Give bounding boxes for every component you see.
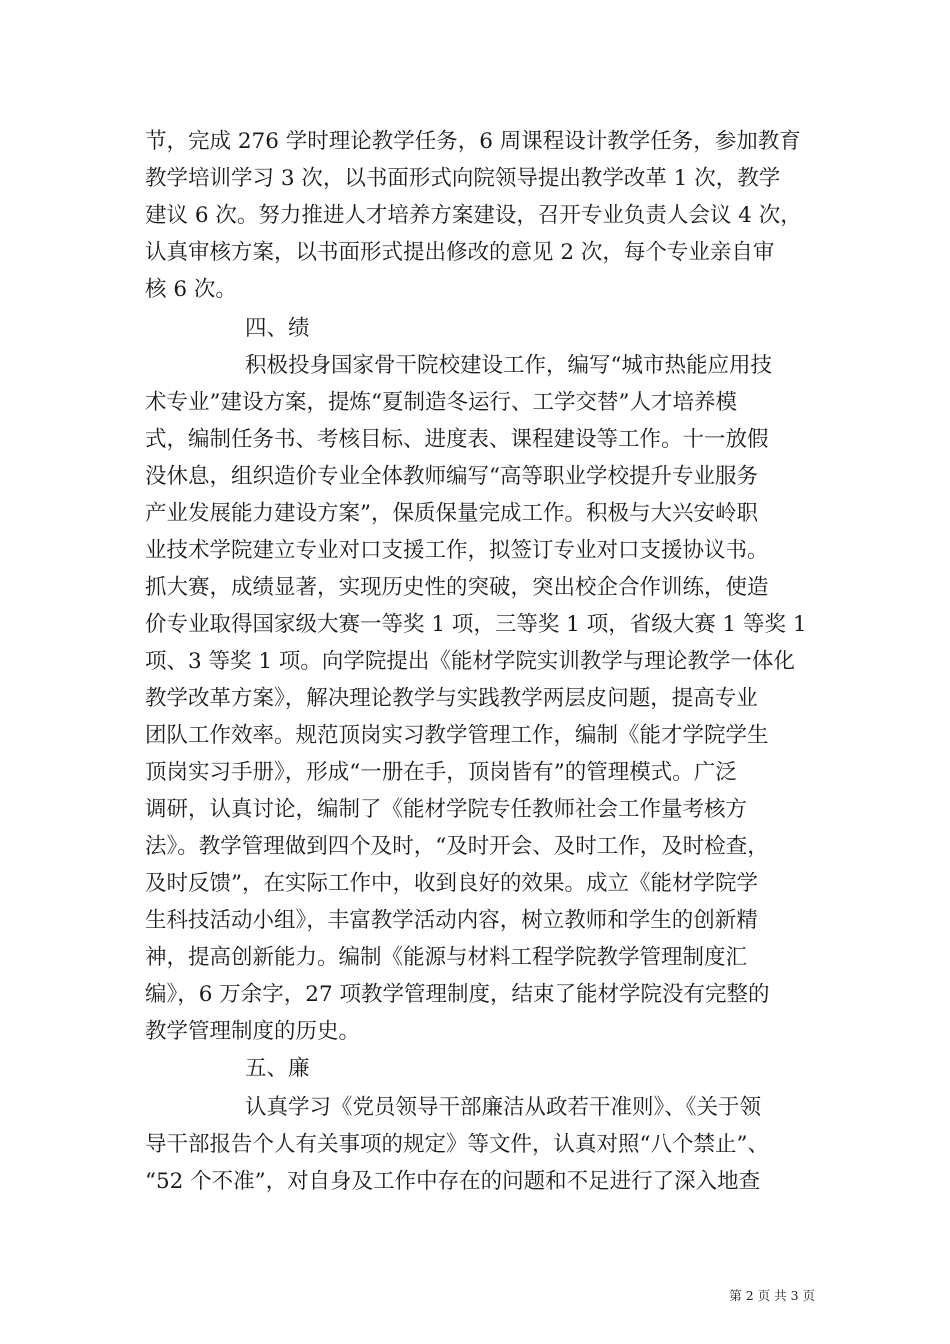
text-line: 教学培训学习 3 次，以书面形式向院领导提出教学改革 1 次，教学: [145, 166, 781, 191]
text-line: 顶岗实习手册》，形成“一册在手，顶岗皆有”的管理模式。广泛: [145, 760, 737, 785]
text-line: 法》。教学管理做到四个及时，“及时开会、及时工作，及时检查，: [145, 834, 769, 859]
text-line: 式，编制任务书、考核目标、进度表、课程建设等工作。十一放假: [145, 427, 769, 452]
text-line: 神，提高创新能力。编制《能源与材料工程学院教学管理制度汇: [145, 945, 748, 970]
text-line: 及时反馈”，在实际工作中，收到良好的效果。成立《能材学院学: [145, 871, 758, 896]
text-line: 生科技活动小组》，丰富教学活动内容，树立教师和学生的创新精: [145, 908, 758, 933]
page-number: 第 2 页 共 3 页: [729, 1288, 815, 1303]
text-line: 业技术学院建立专业对口支援工作，拟签订专业对口支援协议书。: [145, 538, 769, 563]
text-line: 项、3 等奖 1 项。向学院提出《能材学院实训教学与理论教学一体化: [145, 649, 795, 674]
text-line: 调研，认真讨论，编制了《能材学院专任教师社会工作量考核方: [145, 797, 748, 822]
text-line: 建议 6 次。努力推进人才培养方案建设，召开专业负责人会议 4 次，: [145, 203, 802, 228]
text-line: 没休息，组织造价专业全体教师编写“高等职业学校提升专业服务: [145, 464, 758, 489]
text-line: 教学改革方案》，解决理论教学与实践教学两层皮问题，提高专业: [145, 686, 758, 711]
text-line: 术专业”建设方案，提炼“夏制造冬运行、工学交替”人才培养模: [145, 390, 737, 415]
text-line: 核 6 次。: [145, 277, 237, 302]
text-line: 教学管理制度的历史。: [145, 1019, 361, 1044]
text-line: 五、廉: [245, 1056, 310, 1081]
text-line: 价专业取得国家级大赛一等奖 1 项，三等奖 1 项，省级大赛 1 等奖 1: [145, 612, 807, 637]
text-line: 认真审核方案，以书面形式提出修改的意见 2 次，每个专业亲自审: [145, 240, 775, 265]
text-line: 积极投身国家骨干院校建设工作，编写“城市热能应用技: [245, 353, 772, 378]
text-line: 四、绩: [245, 316, 310, 341]
text-line: 认真学习《党员领导干部廉洁从政若干准则》、《关于领: [245, 1095, 762, 1120]
text-line: 导干部报告个人有关事项的规定》等文件，认真对照“八个禁止”、: [145, 1132, 769, 1157]
text-line: 团队工作效率。规范顶岗实习教学管理工作，编制《能才学院学生: [145, 723, 769, 748]
text-line: “52 个不准”，对自身及工作中存在的问题和不足进行了深入地查: [145, 1169, 761, 1194]
text-line: 节，完成 276 学时理论教学任务，6 周课程设计教学任务，参加教育: [145, 129, 801, 154]
text-line: 产业发展能力建设方案”，保质保量完成工作。积极与大兴安岭职: [145, 501, 758, 526]
text-line: 编》，6 万余字，27 项教学管理制度，结束了能材学院没有完整的: [145, 982, 770, 1007]
text-line: 抓大赛，成绩显著，实现历史性的突破，突出校企合作训练，使造: [145, 575, 769, 600]
